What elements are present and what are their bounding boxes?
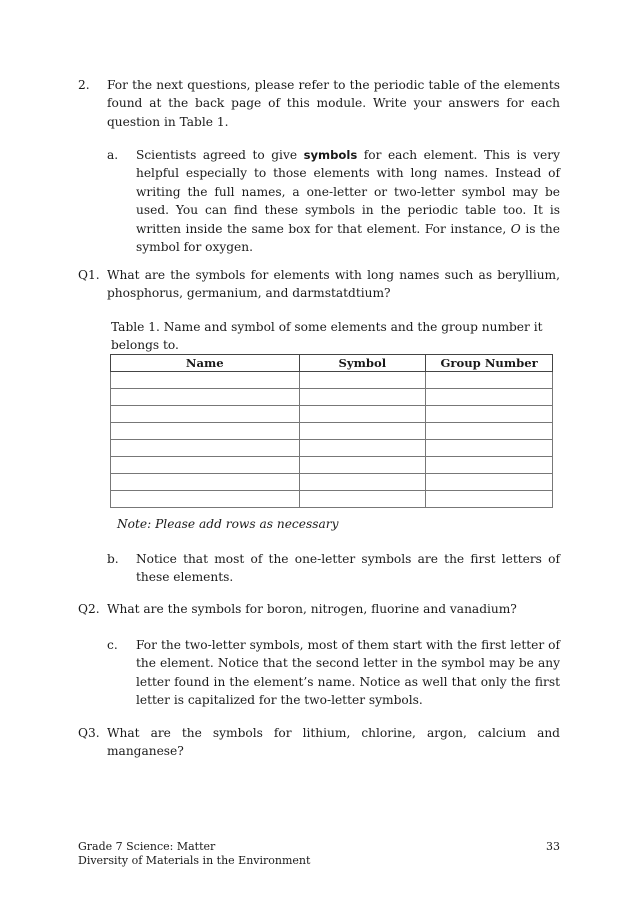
item-b-letter: b.: [107, 552, 119, 566]
symbols-keyword: symbols: [303, 148, 358, 162]
table-row: [111, 372, 553, 389]
name-cell[interactable]: [111, 491, 300, 508]
table-row: [111, 491, 553, 508]
item-b-text: Notice that most of the one-letter symbols are the first letters of these elements.: [136, 552, 560, 585]
name-cell[interactable]: [111, 457, 300, 474]
item-a-text-middle: for each element. This is very helpful especially to those elements with long names. Instead of writing the full names, a one-letter or two-letter symbol may be used. You can find these symbols in the periodic table too. It is written inside the same box for that element. For instance,: [136, 148, 560, 236]
symbol-cell[interactable]: [299, 372, 426, 389]
name-cell[interactable]: [111, 372, 300, 389]
symbol-cell[interactable]: [299, 406, 426, 423]
table-note: Note: Please add rows as necessary: [117, 517, 339, 531]
symbol-cell[interactable]: [299, 440, 426, 457]
q1-text: What are the symbols for elements with long names such as beryllium, phosphorus, germanium, and darmstatdtium?: [107, 268, 560, 301]
header-group-number: Group Number: [426, 355, 553, 372]
group-number-cell[interactable]: [426, 491, 553, 508]
symbol-cell[interactable]: [299, 423, 426, 440]
item-2-text: For the next questions, please refer to the periodic table of the elements found at the back page of this module. Write your answers for each question in Table 1.: [107, 78, 560, 129]
item-2-number: 2.: [78, 78, 90, 92]
q2-text: What are the symbols for boron, nitrogen, fluorine and vanadium?: [107, 602, 517, 616]
q3-label: Q3.: [78, 726, 100, 740]
item-c-letter: c.: [107, 638, 118, 652]
name-cell[interactable]: [111, 440, 300, 457]
group-number-cell[interactable]: [426, 389, 553, 406]
group-number-cell[interactable]: [426, 372, 553, 389]
item-a-letter: a.: [107, 148, 119, 162]
item-a-text-start: Scientists agreed to give: [136, 148, 304, 162]
table-row: [111, 440, 553, 457]
item-a-text-end: is the symbol for oxygen.: [136, 221, 560, 255]
name-cell[interactable]: [111, 406, 300, 423]
group-number-cell[interactable]: [426, 423, 553, 440]
q2-label: Q2.: [78, 602, 100, 616]
symbol-cell[interactable]: [299, 491, 426, 508]
table-row: [111, 406, 553, 423]
page-number: 33: [546, 840, 560, 853]
item-c-text: For the two-letter symbols, most of them start with the first letter of the element. Notice that the second letter in the symbol may be any letter found in the element’s name. Notice as well that only the first letter is capitalized for the two-letter symbols.: [136, 638, 560, 708]
name-cell[interactable]: [111, 389, 300, 406]
group-number-cell[interactable]: [426, 440, 553, 457]
footer-module-title: Diversity of Materials in the Environment: [78, 854, 311, 867]
table-row: [111, 389, 553, 406]
oxygen-symbol: O: [510, 221, 521, 236]
table-row: [111, 474, 553, 491]
group-number-cell[interactable]: [426, 474, 553, 491]
header-symbol: Symbol: [299, 355, 426, 372]
footer-course: Grade 7 Science: Matter: [78, 840, 216, 853]
symbol-cell[interactable]: [299, 474, 426, 491]
item-a-text: [136, 146, 560, 256]
table-header-row: [111, 355, 553, 372]
table-1: [110, 354, 553, 508]
table-row: [111, 457, 553, 474]
q3-text: What are the symbols for lithium, chlorine, argon, calcium and manganese?: [107, 726, 560, 759]
symbol-cell[interactable]: [299, 457, 426, 474]
name-cell[interactable]: [111, 474, 300, 491]
symbol-cell[interactable]: [299, 389, 426, 406]
header-name: Name: [111, 355, 300, 372]
table-row: [111, 423, 553, 440]
table-1-caption: Table 1. Name and symbol of some elements and the group number it belongs to.: [111, 320, 543, 352]
name-cell[interactable]: [111, 423, 300, 440]
q1-label: Q1.: [78, 268, 100, 282]
group-number-cell[interactable]: [426, 406, 553, 423]
group-number-cell[interactable]: [426, 457, 553, 474]
